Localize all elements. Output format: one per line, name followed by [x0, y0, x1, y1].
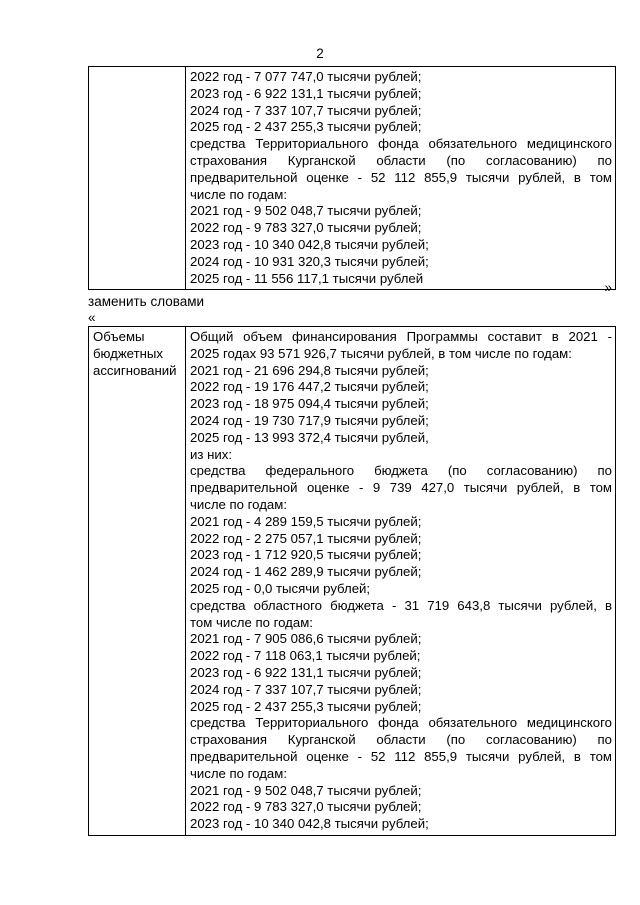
label-cell — [89, 327, 186, 836]
year-line: 2021 год - 9 502 048,7 тысячи рублей; — [190, 782, 422, 798]
tfoms-text-line: числе по годам: — [190, 186, 287, 202]
year-line: 2023 год - 6 922 131,1 тысячи рублей; — [190, 85, 422, 101]
year-line: 2022 год - 19 176 447,2 тысячи рублей; — [190, 379, 429, 395]
tfoms-text-line: числе по годам: — [190, 765, 287, 781]
opening-quote: « — [88, 310, 96, 325]
year-line: 2025 год - 13 993 372,4 тысячи рублей, — [190, 429, 429, 445]
year-line: 2025 год - 0,0 тысячи рублей; — [190, 580, 371, 596]
content-cell — [186, 327, 616, 836]
closing-quote: » — [604, 280, 612, 295]
budget-allocations-label: бюджетных — [93, 345, 163, 361]
content-cell — [186, 67, 616, 290]
table-row — [89, 327, 616, 836]
of-them-text: из них: — [190, 446, 232, 462]
year-line: 2025 год - 2 437 255,3 тысячи рублей; — [190, 698, 422, 714]
year-line: 2024 год - 7 337 107,7 тысячи рублей; — [190, 102, 422, 118]
budget-allocations-label: Объемы — [93, 329, 145, 344]
year-line: 2022 год - 7 118 063,1 тысячи рублей; — [190, 648, 421, 664]
regional-text-line: средства областного бюджета - 31 719 643,8 тысячи рублей, в — [190, 597, 612, 613]
year-line: 2023 год - 18 975 094,4 тысячи рублей; — [190, 396, 429, 412]
tfoms-text-line: средства Территориального фонда обязательного медицинского — [190, 715, 612, 731]
year-line: 2022 год - 9 783 327,0 тысячи рублей; — [190, 799, 422, 815]
year-line: 2022 год - 7 077 747,0 тысячи рублей; — [190, 69, 422, 84]
year-line: 2023 год - 10 340 042,8 тысячи рублей; — [190, 816, 429, 832]
year-line: 2022 год - 2 275 057,1 тысячи рублей; — [190, 530, 422, 546]
page-number: 2 — [316, 46, 324, 61]
total-text-line: Общий объем финансирования Программы составит в 2021 - — [190, 329, 612, 344]
year-line: 2023 год - 1 712 920,5 тысячи рублей; — [190, 547, 422, 563]
tfoms-text-line: страхования Курганской области (по согласованию) по — [190, 152, 612, 168]
tfoms-text-line: предварительной оценке - 52 112 855,9 тысячи рублей, в том — [190, 748, 612, 764]
year-line: 2022 год - 9 783 327,0 тысячи рублей; — [190, 220, 422, 236]
replace-with-words-text: заменить словами — [88, 294, 205, 309]
year-line: 2021 год - 21 696 294,8 тысячи рублей; — [190, 362, 429, 378]
previous-text-table — [88, 66, 616, 290]
year-line: 2024 год - 10 931 320,3 тысячи рублей; — [190, 253, 429, 269]
year-line: 2023 год - 10 340 042,8 тысячи рублей; — [190, 236, 429, 252]
regional-text-line: том числе по годам: — [190, 614, 313, 630]
total-text-line: 2025 годах 93 571 926,7 тысячи рублей, в том числе по годам: — [190, 345, 572, 361]
federal-text-line: средства федерального бюджета (по согласованию) по — [190, 463, 612, 479]
federal-text-line: предварительной оценке - 9 739 427,0 тысячи рублей, в том — [190, 480, 612, 496]
year-line: 2023 год - 6 922 131,1 тысячи рублей; — [190, 664, 422, 680]
year-line: 2025 год - 2 437 255,3 тысячи рублей; — [190, 119, 422, 135]
year-line: 2024 год - 1 462 289,9 тысячи рублей; — [190, 564, 422, 580]
table-row — [89, 67, 616, 290]
year-line: 2024 год - 19 730 717,9 тысячи рублей; — [190, 412, 429, 428]
year-line: 2024 год - 7 337 107,7 тысячи рублей; — [190, 681, 422, 697]
tfoms-text-line: предварительной оценке - 52 112 855,9 тысячи рублей, в том — [190, 169, 612, 185]
new-text-table — [88, 326, 616, 836]
year-line: 2021 год - 7 905 086,6 тысячи рублей; — [190, 631, 422, 647]
year-line: 2021 год - 9 502 048,7 тысячи рублей; — [190, 203, 422, 219]
year-line: 2021 год - 4 289 159,5 тысячи рублей; — [190, 513, 422, 529]
label-cell — [89, 67, 186, 290]
tfoms-text-line: средства Территориального фонда обязательного медицинского — [190, 136, 612, 152]
tfoms-text-line: страхования Курганской области (по согласованию) по — [190, 732, 612, 748]
budget-allocations-label: ассигнований — [93, 362, 177, 378]
year-line: 2025 год - 11 556 117,1 тысячи рублей — [190, 270, 424, 286]
federal-text-line: числе по годам: — [190, 496, 287, 512]
